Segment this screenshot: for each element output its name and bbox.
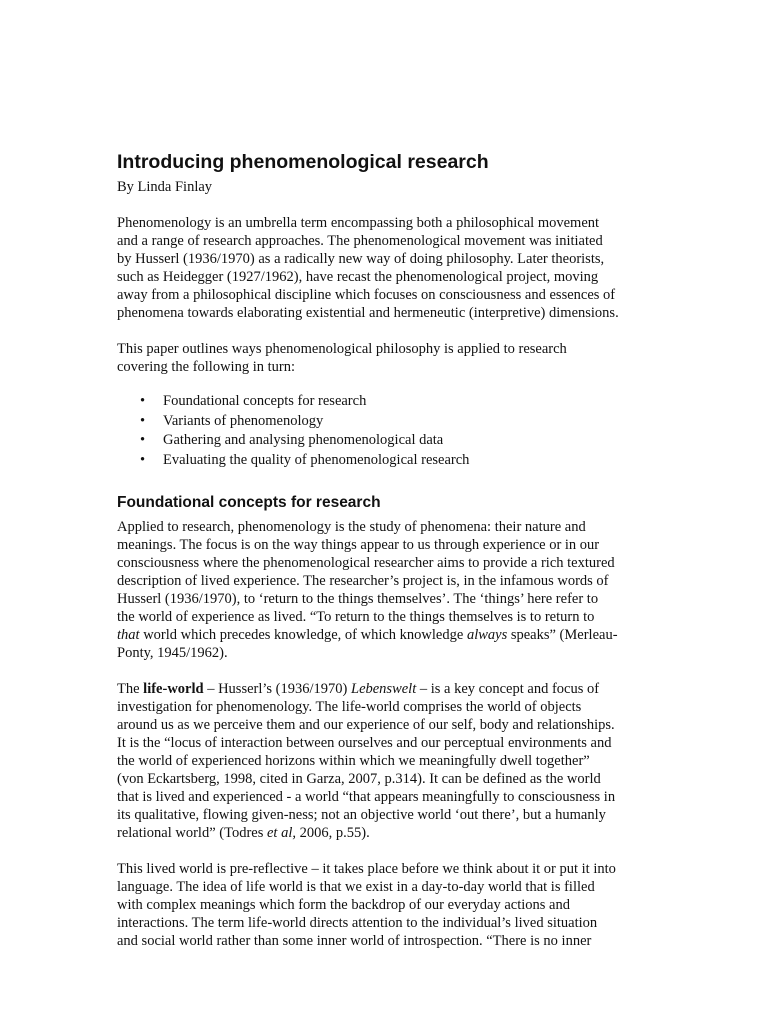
text-line: It is the “locus of interaction between ourselves and our perceptual environments and xyxy=(117,735,612,751)
section-paragraph-2 xyxy=(117,680,657,842)
italic-term: et al, xyxy=(266,825,296,841)
list-item xyxy=(117,392,657,412)
bullet-icon: • xyxy=(140,393,146,409)
author-byline: By Linda Finlay xyxy=(117,179,213,195)
text-segment: 2006, p.55). xyxy=(295,825,370,841)
list-item-label: Gathering and analysing phenomenological data xyxy=(163,432,444,448)
text-line xyxy=(117,824,657,842)
list-item-label: Variants of phenomenology xyxy=(163,412,324,429)
text-line: language. The idea of life world is that we exist in a day-to-day world that is filled xyxy=(117,879,595,895)
text-line: by Husserl (1936/1970) as a radically new way of doing philosophy. Later theorists, xyxy=(117,251,605,267)
outline-paragraph xyxy=(117,340,657,376)
bullet-icon: • xyxy=(140,451,146,468)
text-line: and a range of research approaches. The phenomenological movement was initiated xyxy=(117,233,603,249)
text-line: with complex meanings which form the backdrop of our everyday actions and xyxy=(117,897,570,913)
spacer xyxy=(117,196,657,214)
text-line: phenomena towards elaborating existential and hermeneutic (interpretive) dimensions. xyxy=(117,305,619,321)
intro-paragraph xyxy=(117,214,657,322)
bullet-icon: • xyxy=(140,412,146,429)
italic-word: that xyxy=(117,627,140,643)
text-segment: relational world” (Todres xyxy=(117,825,267,841)
text-line: interactions. The term life-world directs attention to the individual’s lived situation xyxy=(117,915,598,931)
text-line: around us as we perceive them and our experience of our self, body and relationships. xyxy=(117,717,615,733)
bold-term: life-world xyxy=(143,681,204,697)
spacer xyxy=(117,842,657,860)
list-item xyxy=(117,431,657,451)
text-segment: speaks” (Merleau- xyxy=(507,627,618,643)
text-line: Phenomenology is an umbrella term encompassing both a philosophical movement xyxy=(117,215,600,231)
section-paragraph-3 xyxy=(117,860,657,950)
text-line xyxy=(117,626,657,644)
document-page xyxy=(117,150,657,950)
text-line: Applied to research, phenomenology is the study of phenomena: their nature and xyxy=(117,519,586,535)
list-item xyxy=(117,451,657,471)
text-line: its qualitative, flowing given-ness; not an objective world ‘out there’, but a humanly xyxy=(117,807,606,823)
italic-term: Lebenswelt xyxy=(351,681,417,697)
text-line: meanings. The focus is on the way things appear to us through experience or in our xyxy=(117,537,600,553)
list-item xyxy=(117,412,657,432)
text-line: investigation for phenomenology. The life-world comprises the world of objects xyxy=(117,699,582,715)
spacer xyxy=(117,376,657,392)
text-line: that is lived and experienced - a world “that appears meaningfully to consciousness in xyxy=(117,789,616,805)
text-segment: – Husserl’s (1936/1970) xyxy=(203,681,351,697)
text-segment: – is a key concept and focus of xyxy=(416,681,600,697)
text-line: Ponty, 1945/1962). xyxy=(117,645,228,661)
text-line: This paper outlines ways phenomenological philosophy is applied to research xyxy=(117,341,567,357)
text-line xyxy=(117,680,657,698)
text-line: the world of experienced horizons within which we meaningfully dwell together” xyxy=(117,753,590,769)
list-item-label: Evaluating the quality of phenomenological research xyxy=(163,451,470,468)
spacer xyxy=(117,322,657,340)
text-line: such as Heidegger (1927/1962), have recast the phenomenological project, moving xyxy=(117,269,599,285)
spacer xyxy=(117,470,657,493)
bullet-icon: • xyxy=(140,432,146,448)
text-line: the world of experience as lived. “To return to the things themselves is to return to xyxy=(117,609,595,625)
text-segment: world which precedes knowledge, of which knowledge xyxy=(139,627,467,643)
text-line: consciousness where the phenomenological researcher aims to provide a rich textured xyxy=(117,555,615,571)
document-title: Introducing phenomenological research xyxy=(117,151,489,173)
text-line: Husserl (1936/1970), to ‘return to the things themselves’. The ‘things’ here refer to xyxy=(117,591,599,607)
italic-word: always xyxy=(466,627,508,643)
text-line: covering the following in turn: xyxy=(117,359,295,375)
text-line: away from a philosophical discipline which focuses on consciousness and essences of xyxy=(117,287,616,303)
text-line: description of lived experience. The researcher’s project is, in the infamous words of xyxy=(117,573,609,589)
text-line: and social world rather than some inner world of introspection. “There is no inner xyxy=(117,933,592,949)
section-heading: Foundational concepts for research xyxy=(117,494,381,511)
text-segment: The xyxy=(117,681,144,697)
section-paragraph-1 xyxy=(117,518,657,662)
text-line: This lived world is pre-reflective – it takes place before we think about it or put it into xyxy=(117,861,616,877)
list-item-label: Foundational concepts for research xyxy=(163,393,367,409)
text-line: (von Eckartsberg, 1998, cited in Garza, 2007, p.314). It can be defined as the world xyxy=(117,771,601,787)
topic-bullet-list xyxy=(117,392,657,470)
spacer xyxy=(117,662,657,680)
